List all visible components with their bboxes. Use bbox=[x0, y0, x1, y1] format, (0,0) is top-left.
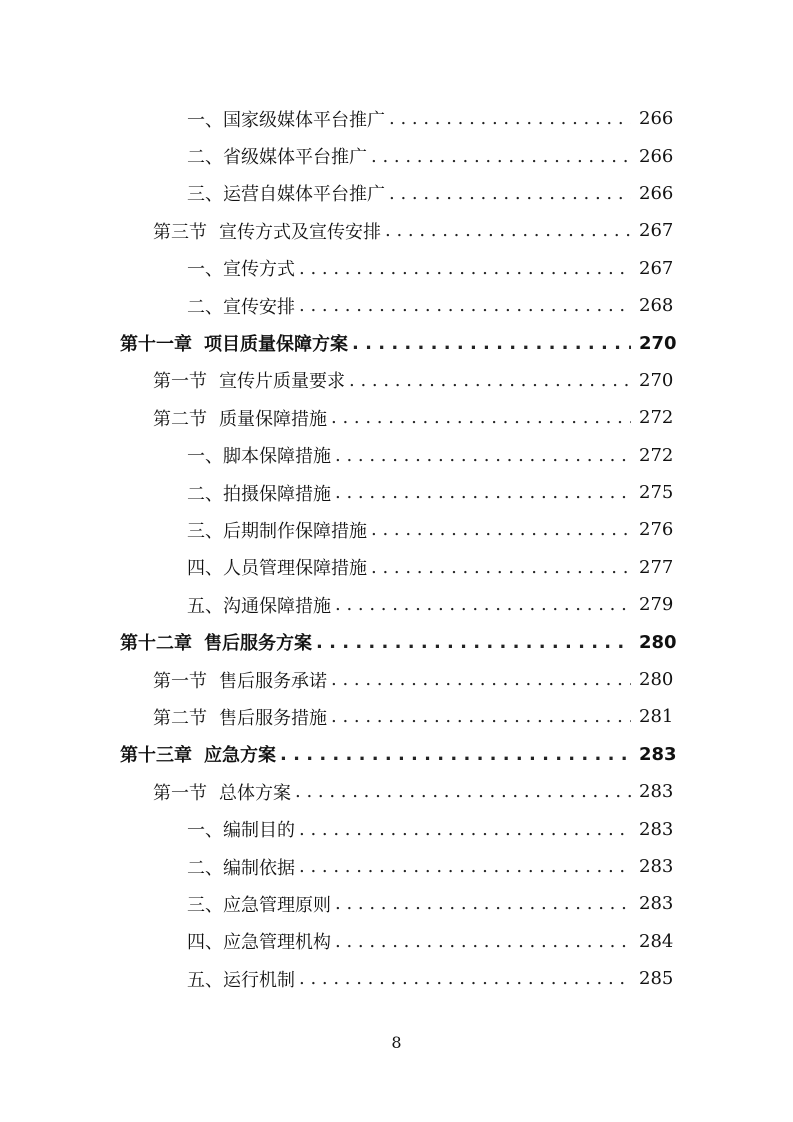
toc-entry-page: 266 bbox=[639, 145, 674, 167]
toc-dot-leader bbox=[299, 258, 631, 279]
toc-section[interactable] bbox=[0, 698, 793, 735]
toc-section[interactable] bbox=[0, 362, 793, 399]
toc-subsection[interactable] bbox=[0, 848, 793, 885]
toc-subsection[interactable] bbox=[0, 474, 793, 511]
toc-entry-title: 运行机制 bbox=[223, 969, 295, 991]
toc-entry-title: 国家级媒体平台推广 bbox=[223, 109, 385, 131]
toc-entry-number: 三、 bbox=[187, 894, 223, 916]
toc-subsection[interactable] bbox=[0, 960, 793, 997]
toc-chapter[interactable] bbox=[0, 623, 793, 660]
toc-entry-title: 应急管理机构 bbox=[223, 932, 331, 954]
toc-entry-page: 275 bbox=[639, 482, 674, 504]
toc-entry-number: 第二节 bbox=[153, 707, 207, 729]
toc-entry-page: 285 bbox=[639, 968, 674, 990]
toc-subsection[interactable] bbox=[0, 437, 793, 474]
toc-entry-page: 279 bbox=[639, 594, 674, 616]
toc-entry-title: 人员管理保障措施 bbox=[223, 558, 367, 580]
toc-entry-title: 应急管理原则 bbox=[223, 894, 331, 916]
toc-dot-leader bbox=[371, 519, 631, 540]
toc-chapter[interactable] bbox=[0, 736, 793, 773]
toc-entry-number: 一、 bbox=[187, 446, 223, 468]
toc-entry-page: 283 bbox=[639, 893, 674, 915]
toc-section[interactable] bbox=[0, 773, 793, 810]
toc-entry-page: 272 bbox=[639, 407, 674, 429]
toc-dot-leader bbox=[371, 146, 631, 167]
toc-entry-title: 项目质量保障方案 bbox=[204, 334, 348, 356]
toc-section[interactable] bbox=[0, 661, 793, 698]
toc-entry-title: 总体方案 bbox=[219, 782, 291, 804]
page-number: 8 bbox=[391, 1033, 402, 1052]
toc-entry-page: 280 bbox=[639, 631, 677, 653]
toc-dot-leader bbox=[335, 482, 631, 503]
toc-entry-page: 270 bbox=[639, 369, 674, 391]
toc-dot-leader bbox=[331, 669, 631, 690]
toc-dot-leader bbox=[316, 632, 631, 653]
toc-entry-title: 宣传安排 bbox=[223, 296, 295, 318]
toc-entry-number: 一、 bbox=[187, 259, 223, 281]
toc-entry-title: 运营自媒体平台推广 bbox=[223, 184, 385, 206]
toc-entry-number: 第十一章 bbox=[120, 334, 192, 356]
toc-entry-page: 284 bbox=[639, 930, 674, 952]
toc-subsection[interactable] bbox=[0, 287, 793, 324]
toc-entry-page: 266 bbox=[639, 182, 674, 204]
toc-entry-number: 五、 bbox=[187, 595, 223, 617]
toc-dot-leader bbox=[335, 893, 631, 914]
toc-subsection[interactable] bbox=[0, 885, 793, 922]
toc-entry-number: 五、 bbox=[187, 969, 223, 991]
toc-entry-number: 一、 bbox=[187, 109, 223, 131]
toc-entry-title: 沟通保障措施 bbox=[223, 595, 331, 617]
toc-entry-number: 二、 bbox=[187, 483, 223, 505]
toc-section[interactable] bbox=[0, 399, 793, 436]
toc-dot-leader bbox=[371, 557, 631, 578]
toc-dot-leader bbox=[280, 744, 631, 765]
toc-entry-title: 脚本保障措施 bbox=[223, 446, 331, 468]
toc-dot-leader bbox=[349, 370, 631, 391]
toc-entry-title: 宣传片质量要求 bbox=[219, 371, 345, 393]
toc-entry-page: 283 bbox=[639, 818, 674, 840]
toc-entry-number: 第一节 bbox=[153, 782, 207, 804]
toc-entry-title: 应急方案 bbox=[204, 745, 276, 767]
toc-entry-page: 268 bbox=[639, 295, 674, 317]
toc-subsection[interactable] bbox=[0, 549, 793, 586]
toc-entry-page: 277 bbox=[639, 556, 674, 578]
toc-entry-page: 283 bbox=[639, 781, 674, 803]
toc-entry-page: 266 bbox=[639, 108, 674, 130]
toc-subsection[interactable] bbox=[0, 250, 793, 287]
toc-entry-number: 三、 bbox=[187, 184, 223, 206]
toc-subsection[interactable] bbox=[0, 100, 793, 137]
toc-dot-leader bbox=[299, 968, 631, 989]
toc-subsection[interactable] bbox=[0, 810, 793, 847]
toc-dot-leader bbox=[299, 295, 631, 316]
toc-entry-page: 272 bbox=[639, 444, 674, 466]
toc-entry-page: 267 bbox=[639, 220, 674, 242]
toc-entry-number: 四、 bbox=[187, 932, 223, 954]
toc-entry-number: 二、 bbox=[187, 296, 223, 318]
toc-entry-page: 283 bbox=[639, 856, 674, 877]
toc-entry-title: 后期制作保障措施 bbox=[223, 520, 367, 542]
toc-dot-leader bbox=[335, 445, 631, 466]
toc-subsection[interactable] bbox=[0, 137, 793, 174]
toc-dot-leader bbox=[331, 706, 631, 727]
toc-entry-page: 283 bbox=[639, 743, 677, 765]
toc-entry-number: 二、 bbox=[187, 147, 223, 169]
toc-entry-number: 一、 bbox=[187, 820, 223, 842]
toc-subsection[interactable] bbox=[0, 511, 793, 548]
toc-subsection[interactable] bbox=[0, 175, 793, 212]
toc-entry-number: 第十二章 bbox=[120, 633, 192, 655]
toc-entry-title: 编制依据 bbox=[223, 857, 295, 879]
toc-entry-title: 售后服务方案 bbox=[204, 633, 312, 655]
toc-entry-title: 售后服务措施 bbox=[219, 707, 327, 729]
toc-dot-leader bbox=[299, 856, 631, 877]
toc-dot-leader bbox=[295, 781, 631, 802]
toc-entry-title: 编制目的 bbox=[223, 820, 295, 842]
toc-entry-title: 质量保障措施 bbox=[219, 408, 327, 430]
toc-entry-page: 276 bbox=[639, 519, 674, 541]
toc-dot-leader bbox=[389, 183, 631, 204]
toc-dot-leader bbox=[331, 407, 631, 428]
toc-subsection[interactable] bbox=[0, 586, 793, 623]
toc-entry-number: 二、 bbox=[187, 857, 223, 879]
toc-dot-leader bbox=[299, 819, 631, 840]
toc-entry-page: 280 bbox=[639, 669, 674, 691]
toc-entry-number: 四、 bbox=[187, 558, 223, 580]
toc-entry-number: 三、 bbox=[187, 520, 223, 542]
toc-entry-number: 第一节 bbox=[153, 371, 207, 393]
toc-dot-leader bbox=[389, 108, 631, 129]
toc-entry-number: 第三节 bbox=[153, 221, 207, 243]
toc-dot-leader bbox=[352, 333, 631, 354]
toc-entry-page: 270 bbox=[639, 332, 677, 354]
toc-entry-title: 省级媒体平台推广 bbox=[223, 147, 367, 169]
toc-entry-title: 宣传方式及宣传安排 bbox=[219, 221, 381, 243]
toc-entry-title: 拍摄保障措施 bbox=[223, 483, 331, 505]
toc-entry-number: 第十三章 bbox=[120, 745, 192, 767]
toc-entry-title: 宣传方式 bbox=[223, 259, 295, 281]
toc-chapter[interactable] bbox=[0, 324, 793, 361]
toc-entry-page: 267 bbox=[639, 257, 674, 279]
toc-dot-leader bbox=[335, 931, 631, 952]
table-of-contents bbox=[0, 100, 793, 997]
toc-entry-title: 售后服务承诺 bbox=[219, 670, 327, 692]
toc-dot-leader bbox=[335, 594, 631, 615]
toc-entry-number: 第二节 bbox=[153, 408, 207, 430]
toc-entry-page: 281 bbox=[639, 706, 674, 728]
toc-dot-leader bbox=[385, 220, 631, 241]
toc-entry-number: 第一节 bbox=[153, 670, 207, 692]
toc-section[interactable] bbox=[0, 212, 793, 249]
toc-subsection[interactable] bbox=[0, 923, 793, 960]
